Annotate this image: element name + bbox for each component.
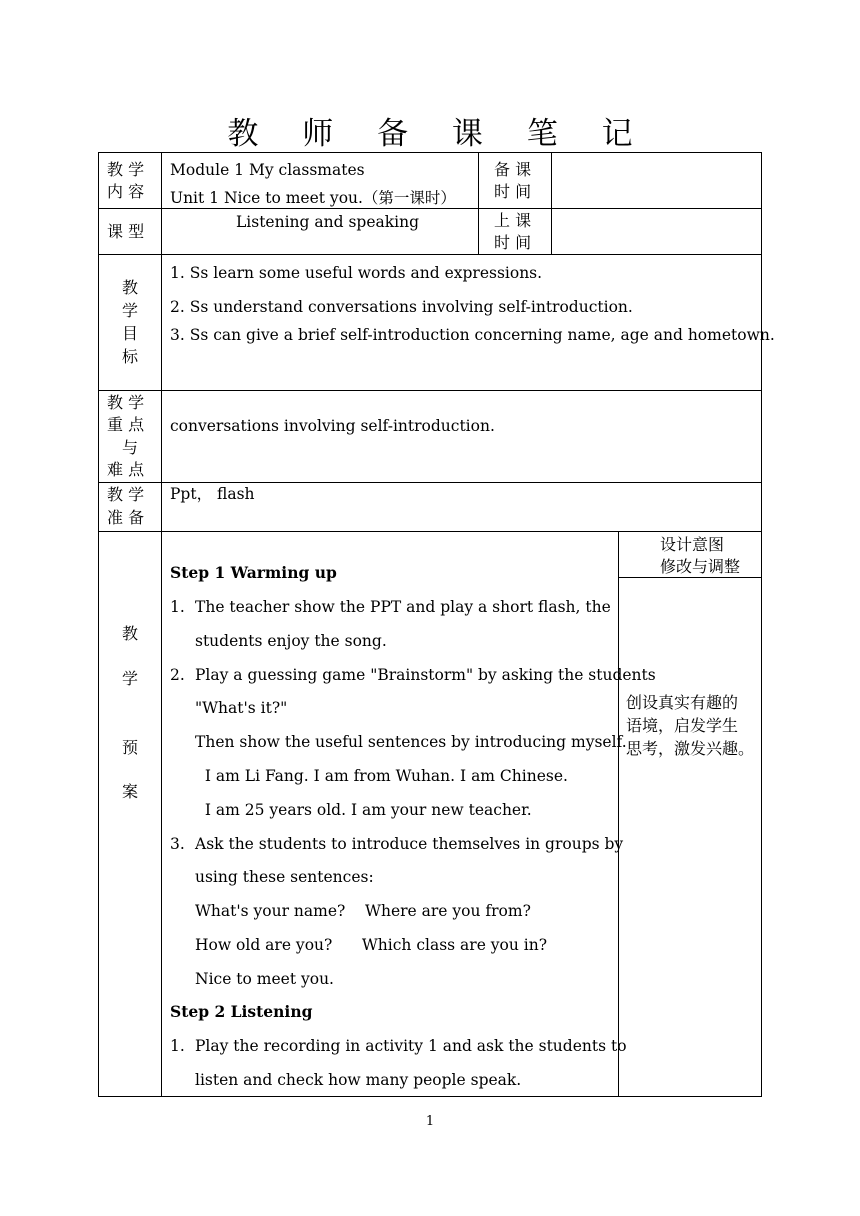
page-title: 教 师 备 课 笔 记	[227, 116, 650, 152]
module-title: Module 1 My classmates	[170, 161, 365, 179]
list-item: Play the recording in activity 1 and ask the students to	[195, 1037, 627, 1055]
label-preparation-2: 准 备	[107, 508, 145, 527]
label-preparation-1: 教 学	[107, 485, 145, 504]
label-objectives-3: 目	[122, 324, 139, 343]
focus-text: conversations involving self-introduction.	[170, 417, 495, 435]
label-design-2: 修改与调整	[660, 557, 741, 576]
list-item: "What's it?"	[195, 699, 288, 717]
label-objectives-1: 教	[122, 278, 139, 297]
step1-heading: Step 1 Warming up	[170, 563, 337, 582]
list-item: Ask the students to introduce themselves in groups by	[195, 835, 624, 853]
item-num: 2.	[170, 666, 185, 684]
design-note-1: 创设真实有趣的	[626, 693, 739, 712]
label-plan-4: 案	[122, 782, 139, 801]
item-num: 1.	[170, 1037, 185, 1055]
preparation-text: Ppt， flash	[170, 485, 255, 503]
label-focus-4: 难 点	[107, 460, 145, 479]
list-item: listen and check how many people speak.	[195, 1071, 522, 1089]
list-item: Then show the useful sentences by introducing myself.	[195, 733, 627, 751]
label-content-1: 教 学	[107, 160, 145, 179]
label-class-time-1: 上 课	[494, 211, 532, 230]
design-note-3: 思考，激发兴趣。	[626, 739, 755, 758]
objective-1: 1. Ss learn some useful words and expressions.	[170, 264, 543, 282]
list-item: I am 25 years old. I am your new teacher.	[195, 801, 532, 819]
list-item: The teacher show the PPT and play a short flash, the	[195, 598, 611, 616]
label-objectives-2: 学	[122, 301, 139, 320]
label-design-1: 设计意图	[660, 535, 725, 554]
label-plan-1: 教	[122, 624, 139, 643]
list-item: Play a guessing game "Brainstorm" by asking the students	[195, 666, 656, 684]
list-item: using these sentences:	[195, 868, 374, 886]
label-class-time-2: 时 间	[494, 233, 532, 252]
list-item: What's your name? Where are you from?	[195, 902, 531, 920]
label-type: 课 型	[107, 222, 145, 241]
objective-3: 3. Ss can give a brief self-introduction concerning name, age and hometown.	[170, 326, 775, 344]
list-item: How old are you? Which class are you in?	[195, 936, 548, 954]
objective-2: 2. Ss understand conversations involving self-introduction.	[170, 298, 633, 316]
label-focus-1: 教 学	[107, 393, 145, 412]
design-note-2: 语境，启发学生	[626, 716, 739, 735]
list-item: students enjoy the song.	[195, 632, 387, 650]
item-num: 1.	[170, 598, 185, 616]
label-plan-2: 学	[122, 669, 139, 688]
item-num: 3.	[170, 835, 185, 853]
label-objectives-4: 标	[122, 347, 139, 366]
label-focus-2: 重 点	[107, 415, 145, 434]
label-prep-time-2: 时 间	[494, 182, 532, 201]
lesson-type: Listening and speaking	[236, 213, 419, 231]
page-number: 1	[425, 1114, 435, 1129]
label-focus-3: 与	[122, 438, 139, 457]
label-prep-time-1: 备 课	[494, 160, 532, 179]
unit-title: Unit 1 Nice to meet you.（第一课时）	[170, 189, 456, 207]
label-content-2: 内 容	[107, 182, 145, 201]
label-plan-3: 预	[122, 738, 139, 757]
step2-heading: Step 2 Listening	[170, 1002, 313, 1021]
list-item: Nice to meet you.	[195, 970, 334, 988]
list-item: I am Li Fang. I am from Wuhan. I am Chinese.	[195, 767, 568, 785]
